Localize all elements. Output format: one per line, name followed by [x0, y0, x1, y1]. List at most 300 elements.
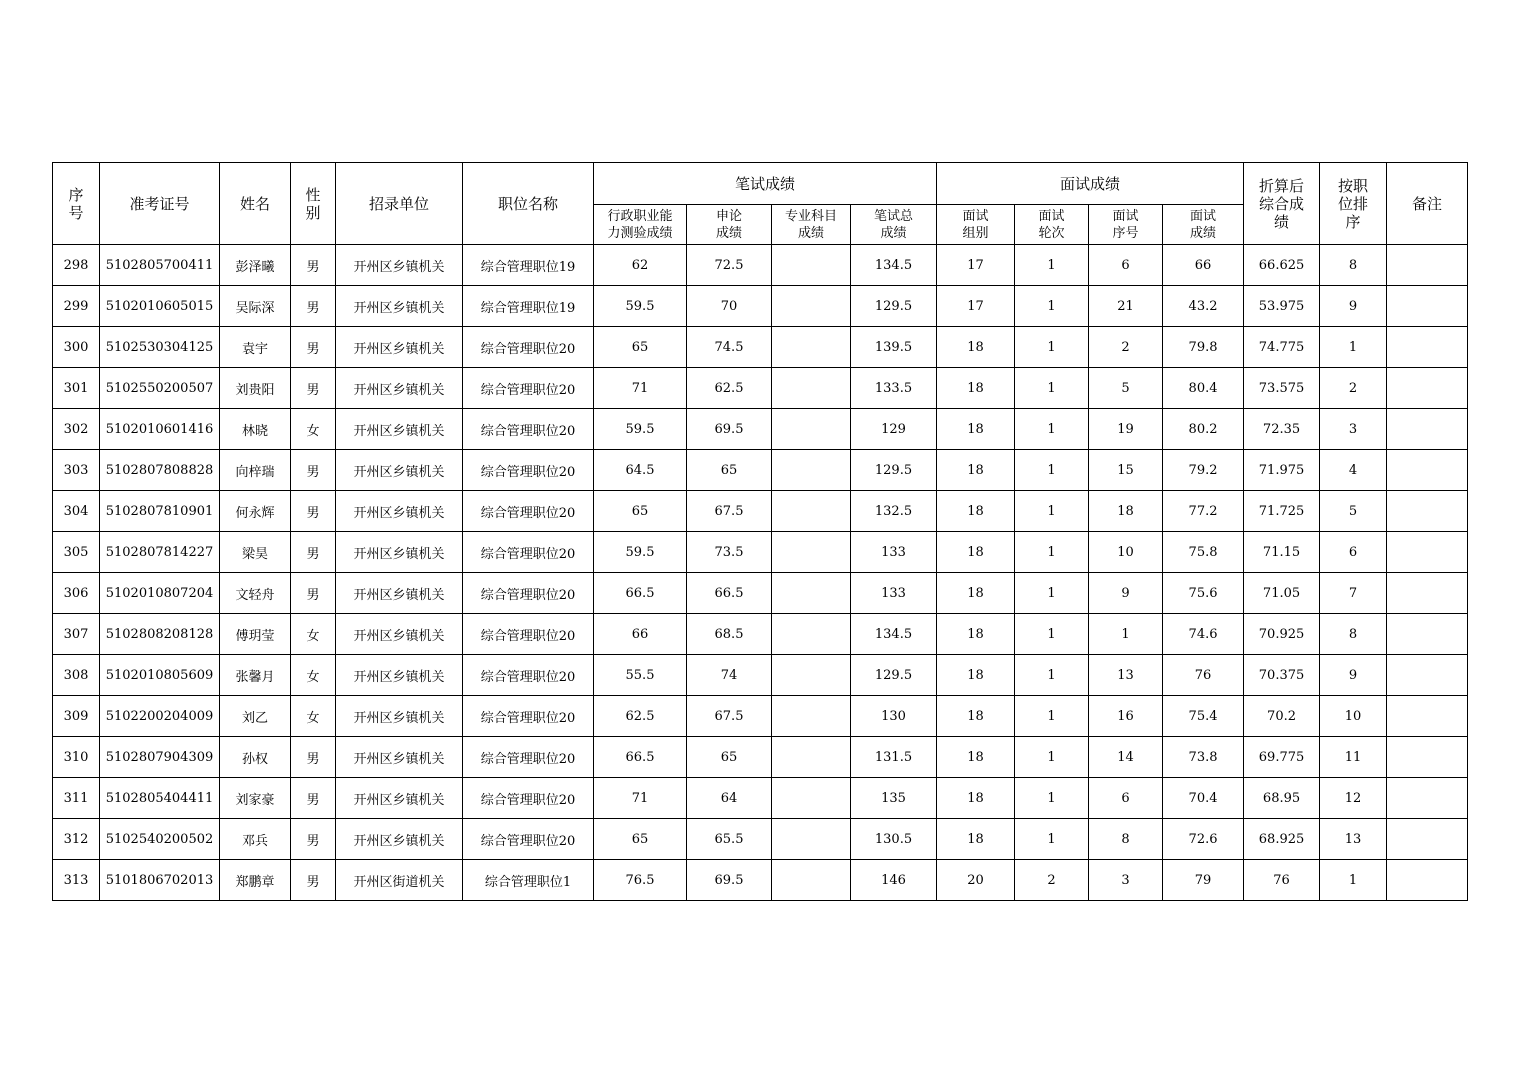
exam-id-cell: 5101806702013: [100, 860, 220, 901]
gender-cell: 男: [291, 327, 336, 368]
rank-cell: 12: [1320, 778, 1387, 819]
iv-round-cell: 1: [1015, 532, 1089, 573]
iv-group-cell: 18: [937, 696, 1015, 737]
iv-round-cell: 1: [1015, 368, 1089, 409]
seq-cell: 308: [53, 655, 100, 696]
major-cell: [772, 327, 851, 368]
xingce-cell: 59.5: [594, 286, 687, 327]
table-row: [53, 286, 1468, 327]
major-cell: [772, 245, 851, 286]
iv-score-cell: 70.4: [1163, 778, 1244, 819]
name-cell: 张馨月: [220, 655, 291, 696]
header-remark: 备注: [1387, 163, 1468, 245]
seq-cell: 309: [53, 696, 100, 737]
composite-cell: 76: [1244, 860, 1320, 901]
name-cell: 彭泽曦: [220, 245, 291, 286]
position-cell: 综合管理职位20: [463, 327, 594, 368]
position-cell: 综合管理职位20: [463, 778, 594, 819]
iv-round-cell: 1: [1015, 696, 1089, 737]
major-cell: [772, 450, 851, 491]
unit-cell: 开州区乡镇机关: [336, 409, 463, 450]
exam-id-cell: 5102200204009: [100, 696, 220, 737]
written-total-cell: 131.5: [851, 737, 937, 778]
composite-cell: 66.625: [1244, 245, 1320, 286]
xingce-cell: 71: [594, 778, 687, 819]
iv-score-cell: 77.2: [1163, 491, 1244, 532]
table-header: [53, 163, 1468, 245]
header-gender: [291, 163, 336, 245]
written-total-cell: 135: [851, 778, 937, 819]
major-cell: [772, 655, 851, 696]
iv-group-cell: 18: [937, 573, 1015, 614]
major-cell: [772, 778, 851, 819]
table-row: [53, 368, 1468, 409]
iv-order-cell: 9: [1089, 573, 1163, 614]
written-total-cell: 129.5: [851, 655, 937, 696]
exam-id-cell: 5102010805609: [100, 655, 220, 696]
remark-cell: [1387, 409, 1468, 450]
composite-cell: 69.775: [1244, 737, 1320, 778]
iv-group-cell: 18: [937, 327, 1015, 368]
gender-cell: 男: [291, 737, 336, 778]
rank-cell: 1: [1320, 327, 1387, 368]
iv-score-cell: 79: [1163, 860, 1244, 901]
header-major-text: 专业科目成绩: [784, 208, 837, 241]
position-cell: 综合管理职位20: [463, 614, 594, 655]
position-cell: 综合管理职位20: [463, 491, 594, 532]
rank-cell: 11: [1320, 737, 1387, 778]
written-total-cell: 133.5: [851, 368, 937, 409]
iv-group-cell: 18: [937, 532, 1015, 573]
exam-id-cell: 5102807814227: [100, 532, 220, 573]
seq-cell: 311: [53, 778, 100, 819]
name-cell: 林晓: [220, 409, 291, 450]
iv-score-cell: 79.8: [1163, 327, 1244, 368]
exam-id-cell: 5102808208128: [100, 614, 220, 655]
written-total-cell: 130: [851, 696, 937, 737]
exam-id-cell: 5102805700411: [100, 245, 220, 286]
written-total-cell: 129: [851, 409, 937, 450]
iv-group-cell: 17: [937, 245, 1015, 286]
major-cell: [772, 491, 851, 532]
rank-cell: 9: [1320, 286, 1387, 327]
name-cell: 刘乙: [220, 696, 291, 737]
unit-cell: 开州区乡镇机关: [336, 245, 463, 286]
written-total-cell: 134.5: [851, 614, 937, 655]
seq-cell: 306: [53, 573, 100, 614]
written-total-cell: 132.5: [851, 491, 937, 532]
composite-cell: 71.15: [1244, 532, 1320, 573]
iv-round-cell: 1: [1015, 655, 1089, 696]
shenlun-cell: 67.5: [687, 491, 772, 532]
header-written-total-text: 笔试总成绩: [874, 208, 914, 241]
position-cell: 综合管理职位1: [463, 860, 594, 901]
remark-cell: [1387, 532, 1468, 573]
major-cell: [772, 368, 851, 409]
xingce-cell: 66: [594, 614, 687, 655]
iv-round-cell: 1: [1015, 614, 1089, 655]
iv-score-cell: 79.2: [1163, 450, 1244, 491]
unit-cell: 开州区乡镇机关: [336, 778, 463, 819]
xingce-cell: 71: [594, 368, 687, 409]
header-iv-round-text: 面试轮次: [1038, 208, 1065, 241]
header-xingce-text: 行政职业能力测验成绩: [607, 208, 673, 241]
shenlun-cell: 68.5: [687, 614, 772, 655]
iv-order-cell: 18: [1089, 491, 1163, 532]
rank-cell: 7: [1320, 573, 1387, 614]
iv-order-cell: 5: [1089, 368, 1163, 409]
table-row: [53, 409, 1468, 450]
gender-cell: 男: [291, 573, 336, 614]
remark-cell: [1387, 737, 1468, 778]
composite-cell: 71.975: [1244, 450, 1320, 491]
name-cell: 傅玥莹: [220, 614, 291, 655]
remark-cell: [1387, 819, 1468, 860]
composite-cell: 70.375: [1244, 655, 1320, 696]
major-cell: [772, 860, 851, 901]
header-iv-group-text: 面试组别: [962, 208, 989, 241]
iv-order-cell: 10: [1089, 532, 1163, 573]
table-row: [53, 737, 1468, 778]
iv-score-cell: 75.8: [1163, 532, 1244, 573]
iv-order-cell: 16: [1089, 696, 1163, 737]
iv-group-cell: 18: [937, 655, 1015, 696]
unit-cell: 开州区乡镇机关: [336, 450, 463, 491]
shenlun-cell: 74.5: [687, 327, 772, 368]
header-composite-text: 折算后综合成绩: [1259, 176, 1305, 231]
iv-score-cell: 74.6: [1163, 614, 1244, 655]
composite-cell: 74.775: [1244, 327, 1320, 368]
iv-group-cell: 18: [937, 778, 1015, 819]
score-table: [52, 162, 1468, 901]
header-name: 姓名: [220, 163, 291, 245]
seq-cell: 299: [53, 286, 100, 327]
header-iv-score: [1163, 205, 1244, 245]
header-major: [772, 205, 851, 245]
iv-group-cell: 18: [937, 491, 1015, 532]
position-cell: 综合管理职位19: [463, 245, 594, 286]
unit-cell: 开州区乡镇机关: [336, 819, 463, 860]
major-cell: [772, 409, 851, 450]
name-cell: 刘家豪: [220, 778, 291, 819]
composite-cell: 53.975: [1244, 286, 1320, 327]
composite-cell: 71.05: [1244, 573, 1320, 614]
position-cell: 综合管理职位20: [463, 819, 594, 860]
header-seq-text: 序号: [68, 185, 84, 222]
name-cell: 梁昊: [220, 532, 291, 573]
position-cell: 综合管理职位20: [463, 737, 594, 778]
written-total-cell: 133: [851, 573, 937, 614]
iv-round-cell: 1: [1015, 737, 1089, 778]
composite-cell: 72.35: [1244, 409, 1320, 450]
rank-cell: 10: [1320, 696, 1387, 737]
iv-score-cell: 80.2: [1163, 409, 1244, 450]
iv-round-cell: 1: [1015, 778, 1089, 819]
rank-cell: 8: [1320, 614, 1387, 655]
gender-cell: 男: [291, 368, 336, 409]
unit-cell: 开州区乡镇机关: [336, 286, 463, 327]
header-xingce: [594, 205, 687, 245]
header-shenlun-text: 申论成绩: [715, 208, 742, 241]
iv-order-cell: 14: [1089, 737, 1163, 778]
xingce-cell: 65: [594, 327, 687, 368]
iv-round-cell: 1: [1015, 286, 1089, 327]
unit-cell: 开州区乡镇机关: [336, 696, 463, 737]
iv-round-cell: 1: [1015, 450, 1089, 491]
table-row: [53, 819, 1468, 860]
seq-cell: 305: [53, 532, 100, 573]
seq-cell: 304: [53, 491, 100, 532]
gender-cell: 男: [291, 245, 336, 286]
written-total-cell: 130.5: [851, 819, 937, 860]
iv-group-cell: 18: [937, 737, 1015, 778]
iv-score-cell: 75.6: [1163, 573, 1244, 614]
unit-cell: 开州区乡镇机关: [336, 573, 463, 614]
written-total-cell: 139.5: [851, 327, 937, 368]
iv-round-cell: 2: [1015, 860, 1089, 901]
shenlun-cell: 69.5: [687, 409, 772, 450]
iv-order-cell: 6: [1089, 778, 1163, 819]
iv-order-cell: 21: [1089, 286, 1163, 327]
gender-cell: 男: [291, 819, 336, 860]
remark-cell: [1387, 860, 1468, 901]
seq-cell: 298: [53, 245, 100, 286]
written-total-cell: 129.5: [851, 450, 937, 491]
iv-group-cell: 18: [937, 368, 1015, 409]
header-shenlun: [687, 205, 772, 245]
major-cell: [772, 532, 851, 573]
gender-cell: 男: [291, 491, 336, 532]
table-row: [53, 573, 1468, 614]
xingce-cell: 76.5: [594, 860, 687, 901]
seq-cell: 310: [53, 737, 100, 778]
gender-cell: 男: [291, 286, 336, 327]
seq-cell: 313: [53, 860, 100, 901]
exam-id-cell: 5102010605015: [100, 286, 220, 327]
name-cell: 文轻舟: [220, 573, 291, 614]
composite-cell: 70.2: [1244, 696, 1320, 737]
remark-cell: [1387, 245, 1468, 286]
xingce-cell: 65: [594, 819, 687, 860]
table-row: [53, 778, 1468, 819]
iv-score-cell: 76: [1163, 655, 1244, 696]
table-row: [53, 327, 1468, 368]
seq-cell: 307: [53, 614, 100, 655]
rank-cell: 13: [1320, 819, 1387, 860]
seq-cell: 302: [53, 409, 100, 450]
written-total-cell: 134.5: [851, 245, 937, 286]
shenlun-cell: 72.5: [687, 245, 772, 286]
unit-cell: 开州区街道机关: [336, 860, 463, 901]
major-cell: [772, 819, 851, 860]
exam-id-cell: 5102550200507: [100, 368, 220, 409]
shenlun-cell: 65.5: [687, 819, 772, 860]
xingce-cell: 64.5: [594, 450, 687, 491]
header-written-group: 笔试成绩: [594, 163, 937, 205]
header-iv-score-text: 面试成绩: [1190, 208, 1217, 241]
iv-group-cell: 18: [937, 409, 1015, 450]
xingce-cell: 66.5: [594, 737, 687, 778]
exam-id-cell: 5102807808828: [100, 450, 220, 491]
remark-cell: [1387, 778, 1468, 819]
xingce-cell: 59.5: [594, 532, 687, 573]
iv-score-cell: 66: [1163, 245, 1244, 286]
iv-round-cell: 1: [1015, 409, 1089, 450]
shenlun-cell: 64: [687, 778, 772, 819]
xingce-cell: 66.5: [594, 573, 687, 614]
position-cell: 综合管理职位20: [463, 368, 594, 409]
written-total-cell: 133: [851, 532, 937, 573]
unit-cell: 开州区乡镇机关: [336, 614, 463, 655]
major-cell: [772, 286, 851, 327]
exam-id-cell: 5102010807204: [100, 573, 220, 614]
name-cell: 何永辉: [220, 491, 291, 532]
iv-order-cell: 15: [1089, 450, 1163, 491]
name-cell: 向梓瑞: [220, 450, 291, 491]
name-cell: 郑鹏章: [220, 860, 291, 901]
header-rank-text: 按职位排序: [1338, 176, 1369, 231]
table-row: [53, 245, 1468, 286]
major-cell: [772, 614, 851, 655]
rank-cell: 3: [1320, 409, 1387, 450]
header-composite: [1244, 163, 1320, 245]
header-position: 职位名称: [463, 163, 594, 245]
iv-group-cell: 18: [937, 614, 1015, 655]
header-unit: 招录单位: [336, 163, 463, 245]
remark-cell: [1387, 614, 1468, 655]
written-total-cell: 129.5: [851, 286, 937, 327]
iv-order-cell: 13: [1089, 655, 1163, 696]
shenlun-cell: 67.5: [687, 696, 772, 737]
remark-cell: [1387, 450, 1468, 491]
gender-cell: 男: [291, 778, 336, 819]
position-cell: 综合管理职位20: [463, 450, 594, 491]
unit-cell: 开州区乡镇机关: [336, 327, 463, 368]
iv-round-cell: 1: [1015, 245, 1089, 286]
table-row: [53, 655, 1468, 696]
xingce-cell: 59.5: [594, 409, 687, 450]
name-cell: 吴际深: [220, 286, 291, 327]
position-cell: 综合管理职位20: [463, 655, 594, 696]
exam-id-cell: 5102540200502: [100, 819, 220, 860]
major-cell: [772, 573, 851, 614]
table-body: [53, 245, 1468, 901]
xingce-cell: 62: [594, 245, 687, 286]
exam-id-cell: 5102010601416: [100, 409, 220, 450]
seq-cell: 301: [53, 368, 100, 409]
iv-order-cell: 19: [1089, 409, 1163, 450]
rank-cell: 2: [1320, 368, 1387, 409]
iv-order-cell: 2: [1089, 327, 1163, 368]
header-written-total: [851, 205, 937, 245]
shenlun-cell: 66.5: [687, 573, 772, 614]
name-cell: 袁宇: [220, 327, 291, 368]
unit-cell: 开州区乡镇机关: [336, 368, 463, 409]
shenlun-cell: 74: [687, 655, 772, 696]
composite-cell: 68.95: [1244, 778, 1320, 819]
exam-id-cell: 5102807904309: [100, 737, 220, 778]
seq-cell: 300: [53, 327, 100, 368]
gender-cell: 女: [291, 614, 336, 655]
shenlun-cell: 65: [687, 737, 772, 778]
position-cell: 综合管理职位20: [463, 409, 594, 450]
table-row: [53, 450, 1468, 491]
shenlun-cell: 65: [687, 450, 772, 491]
composite-cell: 71.725: [1244, 491, 1320, 532]
composite-cell: 68.925: [1244, 819, 1320, 860]
header-iv-order-text: 面试序号: [1112, 208, 1139, 241]
iv-group-cell: 20: [937, 860, 1015, 901]
table-row: [53, 860, 1468, 901]
seq-cell: 303: [53, 450, 100, 491]
iv-score-cell: 73.8: [1163, 737, 1244, 778]
shenlun-cell: 73.5: [687, 532, 772, 573]
unit-cell: 开州区乡镇机关: [336, 532, 463, 573]
gender-cell: 男: [291, 450, 336, 491]
shenlun-cell: 70: [687, 286, 772, 327]
header-iv-order: [1089, 205, 1163, 245]
shenlun-cell: 62.5: [687, 368, 772, 409]
iv-score-cell: 80.4: [1163, 368, 1244, 409]
iv-group-cell: 18: [937, 819, 1015, 860]
header-interview-group: 面试成绩: [937, 163, 1244, 205]
rank-cell: 9: [1320, 655, 1387, 696]
table-row: [53, 532, 1468, 573]
exam-id-cell: 5102807810901: [100, 491, 220, 532]
table-row: [53, 696, 1468, 737]
name-cell: 邓兵: [220, 819, 291, 860]
table-row: [53, 491, 1468, 532]
iv-order-cell: 3: [1089, 860, 1163, 901]
iv-round-cell: 1: [1015, 327, 1089, 368]
header-exam-id: 准考证号: [100, 163, 220, 245]
position-cell: 综合管理职位20: [463, 532, 594, 573]
remark-cell: [1387, 368, 1468, 409]
name-cell: 刘贵阳: [220, 368, 291, 409]
rank-cell: 4: [1320, 450, 1387, 491]
xingce-cell: 62.5: [594, 696, 687, 737]
shenlun-cell: 69.5: [687, 860, 772, 901]
gender-cell: 女: [291, 409, 336, 450]
iv-order-cell: 1: [1089, 614, 1163, 655]
gender-cell: 男: [291, 860, 336, 901]
header-gender-text: 性别: [305, 185, 321, 222]
iv-order-cell: 8: [1089, 819, 1163, 860]
unit-cell: 开州区乡镇机关: [336, 655, 463, 696]
gender-cell: 女: [291, 696, 336, 737]
iv-score-cell: 75.4: [1163, 696, 1244, 737]
unit-cell: 开州区乡镇机关: [336, 737, 463, 778]
xingce-cell: 55.5: [594, 655, 687, 696]
major-cell: [772, 737, 851, 778]
seq-cell: 312: [53, 819, 100, 860]
table-row: [53, 614, 1468, 655]
gender-cell: 女: [291, 655, 336, 696]
iv-round-cell: 1: [1015, 819, 1089, 860]
remark-cell: [1387, 491, 1468, 532]
iv-group-cell: 18: [937, 450, 1015, 491]
header-seq: [53, 163, 100, 245]
remark-cell: [1387, 286, 1468, 327]
exam-id-cell: 5102530304125: [100, 327, 220, 368]
position-cell: 综合管理职位20: [463, 696, 594, 737]
major-cell: [772, 696, 851, 737]
iv-order-cell: 6: [1089, 245, 1163, 286]
composite-cell: 73.575: [1244, 368, 1320, 409]
header-iv-group: [937, 205, 1015, 245]
rank-cell: 5: [1320, 491, 1387, 532]
remark-cell: [1387, 327, 1468, 368]
